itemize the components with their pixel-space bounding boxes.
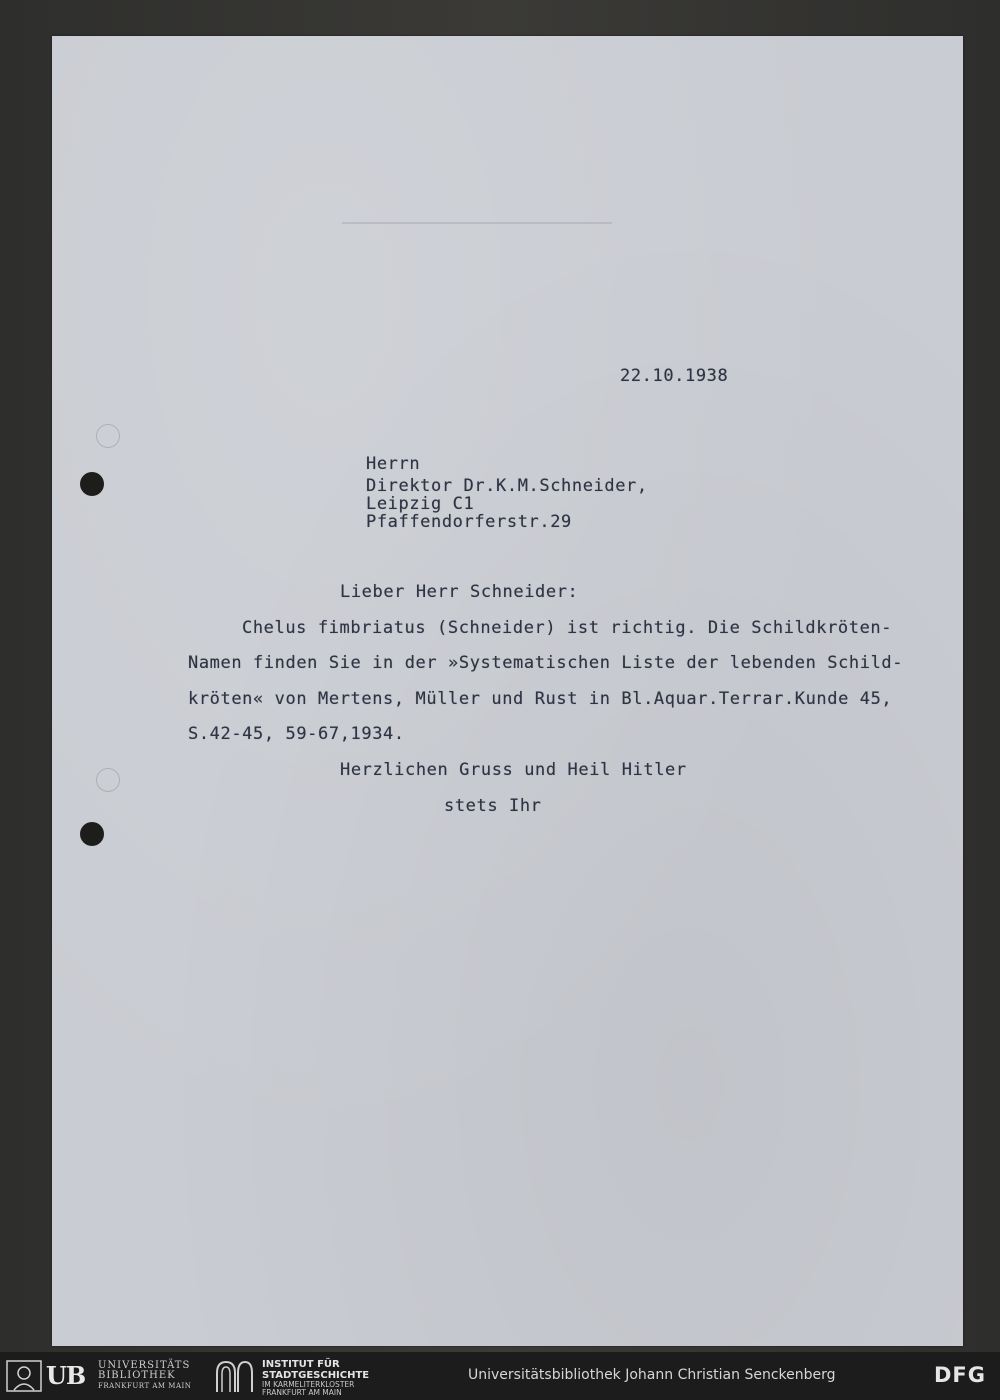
ifs-line-3: IM KARMELITERKLOSTER xyxy=(262,1380,355,1389)
dfg-logo: DFG xyxy=(934,1363,987,1387)
recipient-name: Direktor Dr.K.M.Schneider, xyxy=(366,476,648,496)
body-line-2: Namen finden Sie in der »Systematischen Liste der lebenden Schild- xyxy=(188,653,904,673)
ub-logo-letters: UB xyxy=(46,1361,86,1390)
ifs-line-2: STADTGESCHICHTE xyxy=(262,1370,370,1381)
letter-date: 22.10.1938 xyxy=(620,366,729,386)
ifs-logo-text xyxy=(262,1359,369,1397)
punch-hole-shadow-top xyxy=(96,424,120,448)
body-line-4: S.42-45, 59-67,1934. xyxy=(188,724,405,744)
recipient-salutation: Herrn xyxy=(366,454,421,474)
recipient-street: Pfaffendorferstr.29 xyxy=(366,512,572,532)
ifs-arches-icon xyxy=(214,1359,254,1393)
punch-hole-shadow-bottom xyxy=(96,768,120,792)
punch-hole-top xyxy=(80,472,104,496)
archive-footer xyxy=(0,1352,1000,1400)
ifs-line-1: INSTITUT FÜR xyxy=(262,1359,340,1370)
faint-mark xyxy=(342,222,612,224)
ifs-line-4: FRANKFURT AM MAIN xyxy=(262,1388,342,1397)
ub-line-1: UNIVERSITÄTS xyxy=(98,1360,191,1371)
letter-closing: Herzlichen Gruss und Heil Hitler xyxy=(340,760,687,780)
letter-signoff: stets Ihr xyxy=(444,796,542,816)
library-name: Universitätsbibliothek Johann Christian Senckenberg xyxy=(468,1367,836,1383)
ub-seal-icon xyxy=(6,1360,42,1392)
ub-line-3: FRANKFURT AM MAIN xyxy=(98,1382,192,1390)
recipient-city: Leipzig C1 xyxy=(366,494,475,514)
ub-line-2: BIBLIOTHEK xyxy=(98,1370,176,1381)
body-line-1: Chelus fimbriatus (Schneider) ist richtig. Die Schildkröten- xyxy=(242,618,893,638)
ub-logo-text xyxy=(98,1361,191,1391)
letter-greeting: Lieber Herr Schneider: xyxy=(340,582,579,602)
letter-page xyxy=(52,36,963,1346)
punch-hole-bottom xyxy=(80,822,104,846)
body-line-3: kröten« von Mertens, Müller und Rust in Bl.Aquar.Terrar.Kunde 45, xyxy=(188,689,893,709)
